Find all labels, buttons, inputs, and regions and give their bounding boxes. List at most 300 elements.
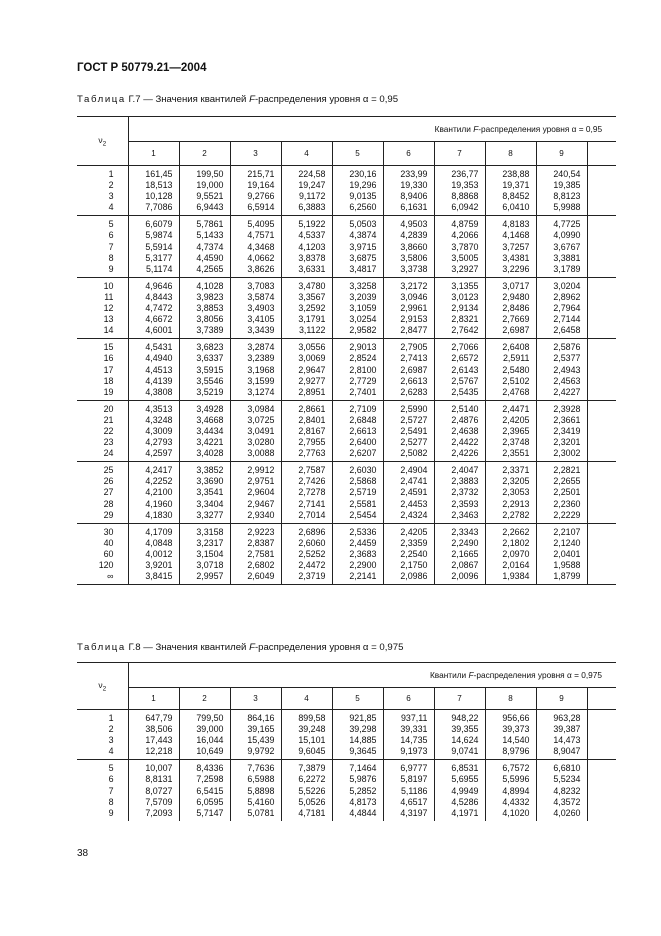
table-cell: 4,4332 bbox=[502, 796, 530, 807]
table-cell: 39,298 bbox=[349, 724, 377, 735]
table-cell: 2,2501 bbox=[553, 487, 581, 498]
quantile-values bbox=[435, 339, 485, 399]
quantile-values bbox=[282, 166, 332, 215]
table-cell: 4,5337 bbox=[298, 230, 326, 241]
row-label: 15 bbox=[103, 342, 114, 353]
table-cell: 2,4453 bbox=[400, 498, 428, 509]
table-cell: 3,2317 bbox=[196, 537, 224, 548]
table-cell: 236,77 bbox=[451, 169, 479, 179]
table-caption-g7 bbox=[77, 94, 398, 105]
table-cell: 4,2100 bbox=[145, 487, 173, 498]
table-cell: 4,0260 bbox=[553, 807, 581, 818]
table-cell: 3,4381 bbox=[502, 252, 530, 263]
row-label: 2 bbox=[108, 724, 114, 735]
table-cell: 2,3371 bbox=[502, 465, 530, 476]
quantile-values bbox=[129, 278, 179, 338]
table-cell: 2,1750 bbox=[400, 560, 428, 570]
table-cell: 4,3197 bbox=[400, 807, 428, 818]
table-cell: 3,5874 bbox=[247, 291, 275, 302]
quantile-values bbox=[384, 760, 434, 820]
table-cell: 3,8660 bbox=[400, 241, 428, 252]
table-cell: 3,1355 bbox=[451, 280, 479, 291]
table-cell: 956,66 bbox=[502, 713, 530, 723]
table-cell: 3,8853 bbox=[196, 303, 224, 314]
quantile-values bbox=[384, 524, 434, 584]
table-cell: 6,3883 bbox=[298, 202, 326, 213]
quantile-values bbox=[231, 278, 281, 338]
table-cell: 14,735 bbox=[400, 735, 428, 746]
table-cell: 2,5990 bbox=[400, 403, 428, 414]
column-header: 9 bbox=[536, 688, 587, 710]
column-header: 1 bbox=[128, 688, 179, 710]
nu2-values bbox=[77, 401, 128, 461]
table-cell: 2,3343 bbox=[451, 526, 479, 537]
table-cell: 2,5377 bbox=[553, 353, 581, 364]
table-cell: 3,0946 bbox=[400, 291, 428, 302]
quantile-values bbox=[282, 760, 332, 820]
column-header: 4 bbox=[281, 688, 332, 710]
table-cell: 2,4638 bbox=[451, 425, 479, 436]
table-cell: 6,2560 bbox=[349, 202, 377, 213]
table-cell: 2,8524 bbox=[349, 353, 377, 364]
row-label: 13 bbox=[103, 314, 114, 325]
table-cell: 4,7571 bbox=[247, 230, 275, 241]
table-cell: 3,9201 bbox=[145, 560, 173, 570]
table-cell: 2,7581 bbox=[247, 548, 275, 559]
table-cell: 7,5709 bbox=[145, 796, 173, 807]
table-cell: 2,6613 bbox=[400, 375, 428, 386]
table-cell: 2,3593 bbox=[451, 498, 479, 509]
quantile-values bbox=[537, 524, 587, 584]
table-cell: 10,007 bbox=[145, 763, 173, 774]
table-cell: 2,4591 bbox=[400, 487, 428, 498]
table-cell: 2,2900 bbox=[349, 560, 377, 570]
table-cell: 4,7472 bbox=[145, 303, 173, 314]
table-cell: 6,5914 bbox=[247, 202, 275, 213]
table-cell: 3,4780 bbox=[298, 280, 326, 291]
column-header: 5 bbox=[332, 688, 383, 710]
column-header-tail bbox=[587, 688, 616, 710]
table-cell: 4,6672 bbox=[145, 314, 173, 325]
table-cell: 2,6613 bbox=[349, 425, 377, 436]
table-cell: 2,5454 bbox=[349, 509, 377, 520]
table-cell: 2,7141 bbox=[298, 498, 326, 509]
table-cell: 2,2655 bbox=[553, 476, 581, 487]
table-cell: 2,7587 bbox=[298, 465, 326, 476]
table-cell: 2,1665 bbox=[451, 548, 479, 559]
table-cell: 3,3158 bbox=[196, 526, 224, 537]
quantile-values bbox=[333, 401, 383, 461]
table-cell: 8,8123 bbox=[553, 191, 581, 202]
table-cell: 19,247 bbox=[298, 180, 326, 191]
empty-tail-cell bbox=[587, 216, 616, 277]
table-cell: 4,3808 bbox=[145, 386, 173, 397]
table-cell: 3,0725 bbox=[247, 414, 275, 425]
table-cell: 4,1971 bbox=[451, 807, 479, 818]
table-cell: 7,3879 bbox=[298, 763, 326, 774]
table-cell: 3,4928 bbox=[196, 403, 224, 414]
table-cell: 2,9223 bbox=[247, 526, 275, 537]
table-cell: 9,0135 bbox=[349, 191, 377, 202]
table-cell: 2,9467 bbox=[247, 498, 275, 509]
table-cell: 6,0595 bbox=[196, 796, 224, 807]
table-cell: 3,3690 bbox=[196, 476, 224, 487]
table-cell: 4,5431 bbox=[145, 342, 173, 353]
table-cell: 2,0986 bbox=[400, 571, 428, 582]
table-cell: 2,4741 bbox=[400, 476, 428, 487]
table-cell: 9,2766 bbox=[247, 191, 275, 202]
row-label: 5 bbox=[108, 763, 114, 774]
table-cell: 2,7763 bbox=[298, 448, 326, 459]
quantile-values bbox=[537, 401, 587, 461]
table-cell: 2,4459 bbox=[349, 537, 377, 548]
table-cell: 3,9715 bbox=[349, 241, 377, 252]
table-cell: 2,7964 bbox=[553, 303, 581, 314]
quantile-values bbox=[231, 166, 281, 215]
table-cell: 2,5277 bbox=[400, 437, 428, 448]
table-cell: 2,6400 bbox=[349, 437, 377, 448]
table-cell: 2,7401 bbox=[349, 386, 377, 397]
quantile-values bbox=[384, 462, 434, 522]
table-cell: 9,6045 bbox=[298, 746, 326, 757]
table-cell: 2,9751 bbox=[247, 476, 275, 487]
table-cell: 2,3928 bbox=[553, 403, 581, 414]
table-row-group bbox=[77, 277, 616, 338]
table-cell: 2,9480 bbox=[502, 291, 530, 302]
quantile-values bbox=[129, 401, 179, 461]
row-label: 120 bbox=[98, 560, 114, 570]
table-cell: 6,7572 bbox=[502, 763, 530, 774]
quantile-values bbox=[231, 462, 281, 522]
table-cell: 3,1274 bbox=[247, 386, 275, 397]
table-cell: 5,6955 bbox=[451, 774, 479, 785]
quantile-values bbox=[537, 278, 587, 338]
table-cell: 2,6987 bbox=[400, 364, 428, 375]
table-cell: 5,5234 bbox=[553, 774, 581, 785]
quantile-values bbox=[333, 760, 383, 820]
table-cell: 2,3965 bbox=[502, 425, 530, 436]
row-label: 60 bbox=[103, 548, 114, 559]
table-cell: 3,4668 bbox=[196, 414, 224, 425]
table-cell: 2,4768 bbox=[502, 386, 530, 397]
table-cell: 3,3738 bbox=[400, 263, 428, 274]
table-cell: 3,4817 bbox=[349, 263, 377, 274]
table-cell: 2,4324 bbox=[400, 509, 428, 520]
table-cell: 3,3567 bbox=[298, 291, 326, 302]
table-cell: 5,0503 bbox=[349, 219, 377, 230]
table-cell: 230,16 bbox=[349, 169, 377, 179]
row-label: 18 bbox=[103, 375, 114, 386]
table-cell: 2,6458 bbox=[553, 325, 581, 336]
row-label: 28 bbox=[103, 498, 114, 509]
quantile-values bbox=[129, 760, 179, 820]
table-cell: 2,2490 bbox=[451, 537, 479, 548]
quantile-values bbox=[384, 278, 434, 338]
table-cell: 6,5988 bbox=[247, 774, 275, 785]
table-cell: 3,3258 bbox=[349, 280, 377, 291]
table-cell: 2,4471 bbox=[502, 403, 530, 414]
table-cell: 4,1960 bbox=[145, 498, 173, 509]
table-cell: 2,5767 bbox=[451, 375, 479, 386]
table-cell: 3,5005 bbox=[451, 252, 479, 263]
table-cell: 3,8378 bbox=[298, 252, 326, 263]
quantile-values bbox=[486, 401, 536, 461]
row-label: 29 bbox=[103, 509, 114, 520]
empty-tail-cell bbox=[587, 462, 616, 523]
table-cell: 2,2540 bbox=[400, 548, 428, 559]
table-cell: 15,439 bbox=[247, 735, 275, 746]
table-cell: 2,9912 bbox=[247, 465, 275, 476]
table-cell: 2,4563 bbox=[553, 375, 581, 386]
table-cell: 2,5911 bbox=[503, 353, 530, 364]
row-label: 9 bbox=[108, 263, 114, 274]
quantile-values bbox=[486, 339, 536, 399]
table-cell: 4,3572 bbox=[553, 796, 581, 807]
quantile-values bbox=[282, 524, 332, 584]
table-cell: 2,6060 bbox=[298, 537, 326, 548]
table-cell: 2,6987 bbox=[502, 325, 530, 336]
table-cell: 5,2852 bbox=[349, 785, 377, 796]
empty-tail-cell bbox=[587, 166, 616, 216]
table-cell: 2,2913 bbox=[502, 498, 530, 509]
table-cell: 2,8387 bbox=[247, 537, 275, 548]
table-cell: 2,3661 bbox=[553, 414, 581, 425]
row-label: 8 bbox=[108, 796, 114, 807]
table-cell: 2,3748 bbox=[502, 437, 530, 448]
table-cell: 5,1186 bbox=[401, 785, 428, 796]
table-cell: 4,8232 bbox=[553, 785, 581, 796]
table-cell: 4,9646 bbox=[145, 280, 173, 291]
quantile-values bbox=[282, 278, 332, 338]
table-cell: 5,8898 bbox=[247, 785, 275, 796]
table-cell: 7,2093 bbox=[145, 807, 173, 818]
nu2-values bbox=[77, 462, 128, 522]
table-cell: 4,7725 bbox=[553, 219, 581, 230]
table-cell: 3,0254 bbox=[349, 314, 377, 325]
row-label: 26 bbox=[103, 476, 114, 487]
table-cell: 2,9647 bbox=[298, 364, 326, 375]
table-cell: 2,3359 bbox=[400, 537, 428, 548]
table-cell: 2,7144 bbox=[553, 314, 581, 325]
table-cell: 7,7086 bbox=[145, 202, 173, 213]
quantile-values bbox=[384, 339, 434, 399]
quantile-values bbox=[180, 278, 230, 338]
table-cell: 9,3645 bbox=[349, 746, 377, 757]
table-cell: 921,85 bbox=[349, 713, 377, 723]
table-cell: 4,3874 bbox=[349, 230, 377, 241]
quantile-values bbox=[384, 166, 434, 215]
table-cell: 2,6848 bbox=[349, 414, 377, 425]
table-cell: 899,58 bbox=[298, 713, 326, 723]
table-cell: 2,6408 bbox=[502, 342, 530, 353]
quantile-values bbox=[180, 524, 230, 584]
table-cell: 2,9582 bbox=[349, 325, 377, 336]
quantile-values bbox=[129, 166, 179, 215]
table-cell: 4,0990 bbox=[553, 230, 581, 241]
table-row-group bbox=[77, 216, 616, 277]
quantile-values bbox=[537, 710, 587, 759]
table-cell: 2,5727 bbox=[400, 414, 428, 425]
table-cell: 3,2172 bbox=[400, 280, 428, 291]
table-cell: 3,2874 bbox=[247, 342, 275, 353]
quantile-values bbox=[384, 401, 434, 461]
row-label: 25 bbox=[103, 465, 114, 476]
table-cell: 4,1203 bbox=[298, 241, 326, 252]
quantile-values bbox=[435, 760, 485, 820]
table-cell: 9,5521 bbox=[196, 191, 224, 202]
table-cell: 2,3719 bbox=[298, 571, 326, 582]
table-cell: 8,8868 bbox=[451, 191, 479, 202]
nu2-values bbox=[77, 339, 128, 399]
nu2-values bbox=[77, 710, 128, 759]
column-header: 6 bbox=[383, 142, 434, 166]
table-cell: 2,7426 bbox=[298, 476, 326, 487]
table-cell: 3,7257 bbox=[502, 241, 530, 252]
quantile-values bbox=[231, 401, 281, 461]
table-cell: 4,3248 bbox=[145, 414, 173, 425]
quantile-values bbox=[333, 216, 383, 276]
table-cell: 4,1830 bbox=[145, 509, 173, 520]
table-cell: 12,218 bbox=[145, 746, 173, 757]
table-cell: 3,6767 bbox=[553, 241, 581, 252]
quantile-values bbox=[537, 216, 587, 276]
table-cell: 3,5219 bbox=[196, 386, 224, 397]
table-cell: 2,4226 bbox=[451, 448, 479, 459]
quantile-values bbox=[384, 710, 434, 759]
table-cell: 3,6337 bbox=[196, 353, 224, 364]
quantile-values bbox=[486, 166, 536, 215]
table-row-group bbox=[77, 710, 616, 760]
quantile-values bbox=[537, 339, 587, 399]
table-cell: 4,2597 bbox=[145, 448, 173, 459]
quantile-values bbox=[333, 339, 383, 399]
column-header: 8 bbox=[485, 688, 536, 710]
page-number: 38 bbox=[77, 848, 89, 859]
table-cell: 17,443 bbox=[145, 735, 173, 746]
table-cell: 3,3439 bbox=[247, 325, 275, 336]
column-header: 7 bbox=[434, 142, 485, 166]
table-row-group bbox=[77, 166, 616, 216]
quantile-values bbox=[486, 760, 536, 820]
table-cell: 238,88 bbox=[502, 169, 530, 179]
table-cell: 3,1791 bbox=[298, 314, 326, 325]
table-cell: 4,3468 bbox=[247, 241, 275, 252]
nu2-values bbox=[77, 524, 128, 584]
table-cell: 5,5226 bbox=[298, 785, 326, 796]
table-cell: 4,8994 bbox=[502, 785, 530, 796]
table-cell: 6,0942 bbox=[451, 202, 479, 213]
row-label: 22 bbox=[103, 425, 114, 436]
quantile-values bbox=[435, 462, 485, 522]
nu2-values bbox=[77, 278, 128, 338]
table-cell: 3,2389 bbox=[247, 353, 275, 364]
nu2-values bbox=[77, 166, 128, 215]
quantile-values bbox=[129, 462, 179, 522]
table-cell: 2,5876 bbox=[553, 342, 581, 353]
nu2-values bbox=[77, 760, 128, 820]
column-header: 3 bbox=[230, 688, 281, 710]
table-cell: 3,4221 bbox=[196, 437, 224, 448]
row-label: 1 bbox=[108, 169, 114, 179]
table-cell: 2,4876 bbox=[451, 414, 479, 425]
quantile-values bbox=[180, 339, 230, 399]
table-cell: 8,8452 bbox=[502, 191, 530, 202]
f-quantile-table-0975 bbox=[77, 662, 616, 821]
column-header: 6 bbox=[383, 688, 434, 710]
table-cell: 4,2565 bbox=[196, 263, 224, 274]
table-cell: 2,4904 bbox=[400, 465, 428, 476]
empty-tail-cell bbox=[587, 339, 616, 400]
caption-rest: -распределения уровня α = 0,95 bbox=[254, 94, 399, 105]
table-cell: 2,2821 bbox=[553, 465, 581, 476]
table-cell: 5,4095 bbox=[247, 219, 275, 230]
table-cell: 3,0556 bbox=[298, 342, 326, 353]
row-label: 5 bbox=[108, 219, 114, 230]
table-cell: 3,6875 bbox=[349, 252, 377, 263]
table-cell: 3,1968 bbox=[247, 364, 275, 375]
table-cell: 3,7870 bbox=[451, 241, 479, 252]
table-cell: 5,3177 bbox=[145, 252, 173, 263]
row-label: 4 bbox=[108, 202, 114, 213]
table-cell: 2,0867 bbox=[451, 560, 479, 570]
table-cell: 2,4227 bbox=[553, 386, 581, 397]
table-cell: 2,9604 bbox=[247, 487, 275, 498]
table-cell: 4,2417 bbox=[145, 465, 173, 476]
table-cell: 2,6030 bbox=[349, 465, 377, 476]
table-cell: 4,1709 bbox=[145, 526, 173, 537]
quantile-values bbox=[231, 524, 281, 584]
column-header: 5 bbox=[332, 142, 383, 166]
table-cell: 2,6896 bbox=[298, 526, 326, 537]
quantile-values bbox=[282, 216, 332, 276]
table-cell: 2,9013 bbox=[349, 342, 377, 353]
row-label: 12 bbox=[103, 303, 114, 314]
table-cell: 19,296 bbox=[349, 180, 377, 191]
table-cell: 6,9443 bbox=[196, 202, 224, 213]
table-cell: 39,355 bbox=[451, 724, 479, 735]
table-cell: 2,5140 bbox=[451, 403, 479, 414]
table-cell: 5,5996 bbox=[502, 774, 530, 785]
table-cell: 3,6331 bbox=[298, 263, 326, 274]
row-label: 16 bbox=[103, 353, 114, 364]
table-cell: 2,7955 bbox=[298, 437, 326, 448]
column-header: 2 bbox=[179, 142, 230, 166]
table-cell: 14,885 bbox=[349, 735, 377, 746]
table-cell: 39,248 bbox=[298, 724, 326, 735]
table-cell: 6,2272 bbox=[298, 774, 326, 785]
quantile-values bbox=[180, 401, 230, 461]
quantile-values bbox=[180, 462, 230, 522]
table-cell: 240,54 bbox=[553, 169, 581, 179]
table-cell: 2,7642 bbox=[451, 325, 479, 336]
table-cell: 2,5435 bbox=[451, 386, 479, 397]
row-label: 27 bbox=[103, 487, 114, 498]
row-label: 3 bbox=[108, 735, 114, 746]
table-cell: 2,0970 bbox=[502, 548, 530, 559]
table-cell: 7,1464 bbox=[349, 763, 377, 774]
table-cell: 3,4105 bbox=[247, 314, 275, 325]
quantile-values bbox=[435, 401, 485, 461]
table-cell: 2,5252 bbox=[298, 548, 326, 559]
table-cell: 2,6207 bbox=[349, 448, 377, 459]
table-cell: 9,1172 bbox=[299, 191, 326, 202]
table-cell: 14,540 bbox=[502, 735, 530, 746]
table-cell: 2,3732 bbox=[451, 487, 479, 498]
table-row-group bbox=[77, 339, 616, 400]
caption-number: Г.8 — Значения квантилей bbox=[128, 642, 250, 653]
table-cell: 2,2141 bbox=[349, 571, 377, 582]
table-row-group bbox=[77, 400, 616, 461]
